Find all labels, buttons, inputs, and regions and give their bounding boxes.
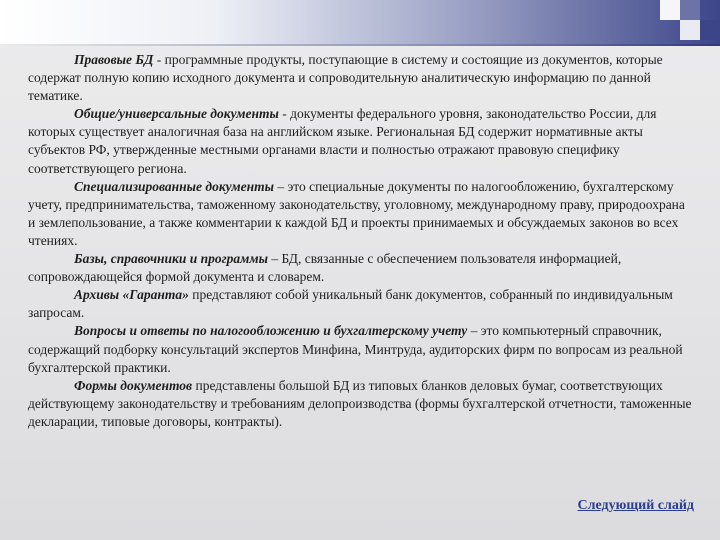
- next-slide-link[interactable]: Следующий слайд: [577, 498, 694, 513]
- paragraph-text: представлены большой БД из типовых бланков деловых бумаг, соответствующих действующему законодательству и требованиям делопроизводства (формы бухгалтерской отчетности, таможенные декларации, типовые договоры, контракты).: [28, 377, 692, 429]
- term-label: Общие/универсальные документы: [74, 106, 279, 122]
- paragraph-text: - документы федерального уровня, законодательство России, для которых существует аналогичная база на английском языке. Региональная БД содержит нормативные акты субъектов РФ, утвержденные местными органами власти и полностью отражают правовую специфику соответствующего региона.: [28, 106, 657, 176]
- decor-square: [680, 0, 700, 20]
- paragraph-general-documents: [28, 105, 694, 177]
- paragraph-text: – это компьютерный справочник, содержащий подборку консультаций экспертов Минфина, Минтруда, аудиторских фирм по вопросам из реальной бухгалтерской практики.: [28, 323, 683, 375]
- paragraph-text: – это специальные документы по налогообложению, бухгалтерскому учету, предпринимательства, таможенному законодательству, уголовному, международному праву, природоохрана и землепользование, а также комментарии к каждой БД и проекты принимаемых и обсуждаемых законов во всех чтениях.: [28, 178, 685, 248]
- paragraph-text: – БД, связанные с обеспечением пользователя информацией, сопровождающейся формой документа и словарем.: [28, 251, 622, 285]
- term-label: Вопросы и ответы по налогообложению и бухгалтерскому учету: [74, 323, 468, 339]
- decor-square: [660, 0, 680, 20]
- paragraph-tax-questions: [28, 322, 694, 376]
- slide-body: [28, 51, 694, 431]
- decor-square: [700, 20, 720, 40]
- term-label: Специализированные документы: [74, 178, 274, 194]
- term-label: Базы, справочники и программы: [74, 251, 269, 267]
- header-divider: [0, 44, 720, 46]
- decor-square: [680, 20, 700, 40]
- paragraph-document-forms: [28, 377, 694, 431]
- term-label: Формы документов: [74, 377, 193, 393]
- term-label: Правовые БД: [74, 52, 154, 67]
- paragraph-text: представляют собой уникальный банк документов, собранный по индивидуальным запросам.: [28, 287, 673, 321]
- term-label: Архивы «Гаранта»: [74, 287, 189, 303]
- paragraph-garant-archives: [28, 286, 694, 322]
- paragraph-bases-and-programs: [28, 250, 694, 286]
- paragraph-text: - программные продукты, поступающие в систему и состоящие из документов, которые содержат полную копию исходного документа и сопроводительную аналитическую информацию по данной тематике.: [28, 52, 663, 104]
- header-banner: [0, 0, 720, 44]
- paragraph-specialized-documents: [28, 178, 694, 250]
- paragraph-legal-databases: [28, 51, 694, 105]
